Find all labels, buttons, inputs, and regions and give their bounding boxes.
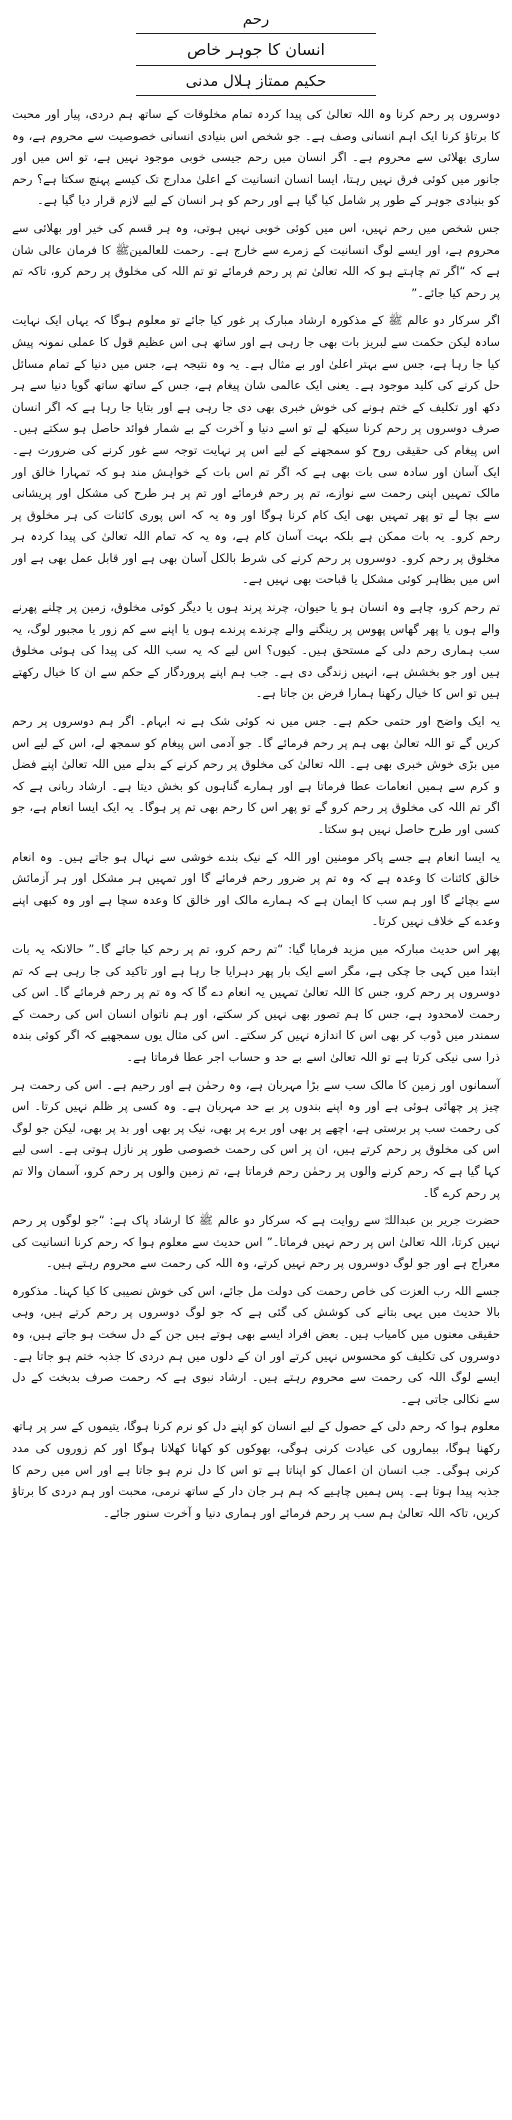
article-paragraph: آسمانوں اور زمین کا مالک سب سے بڑا مہربان ہے، وہ رحمٰن ہے اور رحیم ہے۔ اس کی رحمت ہر چیز پر چھائی ہوئی ہے اور وہ اپنے بندوں پر بے حد مہربان ہے۔ وہ کسی پر ظلم نہیں کرتا۔ اس کی رحمت سب پر برستی ہے، اچھے پر بھی اور برے پر بھی، نیک پر بھی اور بد پر بھی، لیکن جو لوگ اس کی مخلوق پر رحم کرتے ہیں، ان پر اس کی رحمت خصوصی طور پر نازل ہوتی ہے۔ اسی لیے کہا گیا ہے کہ رحم کرنے والوں پر رحمٰن رحم فرماتا ہے، تم زمین والوں پر رحم کرو، آسمان والا تم پر رحم کرے گا۔: [12, 1077, 500, 1200]
article-paragraph: دوسروں پر رحم کرنا وہ اللہ تعالیٰ کی پیدا کردہ تمام مخلوقات کے ساتھ ہم دردی، پیار اور محبت کا برتاؤ کرنا ایک اہم انسانی وصف ہے۔ جو شخص اس بنیادی انسانی خصوصیت سے محروم ہے، وہ ساری بھلائی سے محروم ہے۔ اگر انسان میں رحم جیسی خوبی موجود نہیں ہے، تو اس میں اور جانور میں کوئی فرق نہیں رہتا، ایسا انسان انسانیت کے اعلیٰ مدارج تک کیسے پہنچ سکتا ہے؟ رحم کو بنیادی جوہر کے طور پر شامل کیا گیا ہے اور رحم کو ہر انسان کے لیے لازم قرار دیا گیا ہے۔: [12, 107, 500, 208]
article-paragraph: حضرت جریر بن عبداللہؓ سے روایت ہے کہ سرکار دو عالم ﷺ کا ارشاد پاک ہے: “جو لوگوں پر رحم نہیں کرتا، اللہ تعالیٰ اس پر رحم نہیں فرماتا۔” اس حدیث سے معلوم ہوا کہ رحم کرنا انسانیت کی معراج ہے اور جو لوگ دوسروں پر رحم نہیں کرتے، وہ اللہ کی رحمت سے محروم رہتے ہیں۔: [12, 1213, 500, 1271]
article-body: [12, 104, 500, 1524]
article-paragraph: جس شخص میں رحم نہیں، اس میں کوئی خوبی نہیں ہوتی، وہ ہر قسم کی خیر اور بھلائی سے محروم ہے، اور ایسے لوگ انسانیت کے زمرے سے خارج ہے۔ رحمت للعالمینﷺ کا فرمان عالی شان ہے کہ “اگر تم چاہتے ہو کہ اللہ تعالیٰ تم پر رحم فرمائے تو تم اللہ کی مخلوق پر رحم کرو، تاکہ تم پر رحم کیا جائے۔”: [12, 220, 500, 300]
article-paragraph: یہ ایسا انعام ہے جسے پاکر مومنین اور اللہ کے نیک بندے خوشی سے نہال ہو جاتے ہیں۔ وہ انعام خالق کائنات کا وعدہ ہے کہ وہ تم پر ضرور رحم فرمائے گا اور تمہیں ہر مشکل اور ہر آزمائش سے بچائے گا اور ہم سب کا ایمان ہے کہ ہمارے مالک اور خالق کا وعدہ سچا ہے اور وہ کبھی اپنے وعدے کے خلاف نہیں کرتا۔: [12, 849, 500, 929]
article-paragraph: معلوم ہوا کہ رحم دلی کے حصول کے لیے انسان کو اپنے دل کو نرم کرنا ہوگا، یتیموں کے سر پر ہاتھ رکھنا ہوگا، بیماروں کی عیادت کرنی ہوگی، بھوکوں کو کھانا کھلانا ہوگا اور کم زوروں کی مدد کرنی ہوگی۔ جب انسان ان اعمال کو اپناتا ہے تو اس کا دل نرم ہو جاتا ہے اور اس میں رحم کا جذبہ پیدا ہوتا ہے۔ پس ہمیں چاہیے کہ ہم ہر جان دار کے ساتھ نرمی، محبت اور ہم دردی کا برتاؤ کریں، تاکہ اللہ تعالیٰ ہم سب پر رحم فرمائے اور ہماری دنیا و آخرت سنور جائے۔: [12, 1419, 500, 1520]
header-rule-top: [136, 33, 376, 34]
article-paragraph: اگر سرکار دو عالم ﷺ کے مذکورہ ارشاد مبارک پر غور کیا جائے تو معلوم ہوگا کہ یہاں ایک نہایت سادہ لیکن حکمت سے لبریز بات بھی جا رہی ہے اور ساتھ ہی اس عظیم قول کا عملی نمونہ پیش کیا جا رہا ہے، جس سے بہتر اعلیٰ اور بے مثال ہے۔ یہ وہ نتیجہ ہے، جس میں دنیا کے تمام مسائل حل کرنے کی کلید موجود ہے۔ یعنی ایک عالمی شان پیغام ہے، جس کے ساتھ ساتھ گویا دنیا سے ہر دکھ اور تکلیف کے ختم ہونے کی خوش خبری بھی دی جا رہی ہے اور بتایا جا رہا ہے کہ اگر انسان صرف دوسروں پر رحم کرنا سیکھ لے تو اسے دنیا و آخرت کے بے شمار فوائد حاصل ہو سکتے ہیں۔ اس پیغام کی حقیقی روح کو سمجھنے کے لیے اس پر نہایت توجہ سے غور کرنے کی ضرورت ہے۔ ایک آسان اور سادہ سی بات بھی ہے کہ اگر تم اس بات کے خواہش مند ہو کہ تمہارا خالق اور مالک تمہیں اپنی رحمت سے نوازے، تم پر رحم فرمائے اور تم پر ہر طرح کی مشکل اور پریشانی سے بچا لے تو پھر تمہیں بھی ایک کام کرنا ہوگا اور وہ یہ کہ اس پوری کائنات کی ہر مخلوق پر رحم کرو۔ یہ بات ممکن ہے بلکہ بہت آسان کام ہے، وہ یہ کہ تمام اللہ تعالیٰ کی پیدا کردہ ہر مخلوق پر رحم کرو۔ دوسروں پر رحم کرنے کی شرط بالکل آسان بھی ہے اور قابل عمل بھی ہے اور اس میں بظاہر کوئی مشکل یا قباحت بھی نہیں ہے۔: [12, 313, 500, 587]
header-rule-bottom: [136, 95, 376, 96]
article-paragraph: تم رحم کرو، چاہے وہ انسان ہو یا حیوان، چرند پرند ہوں یا دیگر کوئی مخلوق، زمین پر چلنے پھرنے والے ہوں یا پھر گھاس پھوس پر رینگنے والے چرندے پرندے ہوں یا اپنے سے کم زور یا مجبور لوگ، یہ سب ہماری رحم دلی کے مستحق ہیں۔ کیوں؟ اس لیے کہ یہ سب اللہ کی پیدا کی ہوئی مخلوق ہیں اور جو بخشش ہے، انہیں زندگی دی ہے۔ جب ہم اپنے پروردگار کے حکم سے ان کا خیال رکھتے ہیں تو اس کا خیال رکھنا ہمارا فرض بن جاتا ہے۔: [12, 600, 500, 701]
article-author: حکیم ممتاز ہلال مدنی: [185, 72, 327, 90]
article-paragraph: پھر اس حدیث مبارکہ میں مزید فرمایا گیا: “تم رحم کرو، تم پر رحم کیا جائے گا۔” حالانکہ یہ بات ابتدا میں کہی جا چکی ہے، مگر اسے ایک بار پھر دہرایا جا رہا ہے اور تاکید کی جا رہی ہے کہ تم دوسروں پر رحم کرو، جس کا اللہ تعالیٰ تمہیں یہ انعام دے گا کہ وہ تم پر رحم فرمائے گا۔ اس کی رحمت لامحدود ہے، جس کا ہم تصور بھی نہیں کر سکتے، اور ہم ناتواں انسان اس کی رحمت کے سمندر میں ڈوب کر بھی اس کا اندازہ نہیں کر سکتے۔ اس کی مثال یوں سمجھیے کہ اگر کوئی بندہ ذرا سی نیکی کرتا ہے تو اللہ تعالیٰ اسے بے حد و حساب اجر عطا فرماتا ہے۔: [12, 941, 500, 1064]
article-headline: انسان کا جوہر خاص: [186, 40, 325, 59]
article-paragraph: یہ ایک واضح اور حتمی حکم ہے۔ جس میں نہ کوئی شک ہے نہ ابہام۔ اگر ہم دوسروں پر رحم کریں گے تو اللہ تعالیٰ بھی ہم پر رحم فرمائے گا۔ جو آدمی اس پیغام کو سمجھ لے، اس کے لیے اس میں بڑی خوش خبری بھی ہے۔ اللہ تعالیٰ کی مخلوق پر رحم کرنے کے بدلے میں اللہ تعالیٰ اپنے فضل و کرم سے ہمیں انعامات عطا فرماتا ہے اور ہمارے گناہوں کو بخش دیتا ہے۔ ارشاد ربانی ہے کہ اگر تم اللہ کی مخلوق پر رحم کرو گے تو پھر اس کا رحم بھی تم پر ہوگا۔ یہ ایک ایسا انعام ہے، جو کسی اور طرح حاصل نہیں ہو سکتا۔: [12, 714, 500, 836]
article-paragraph: جسے اللہ رب العزت کی خاص رحمت کی دولت مل جائے، اس کی خوش نصیبی کا کیا کہنا۔ مذکورہ بالا حدیث میں یہی بتانے کی کوشش کی گئی ہے کہ جو لوگ دوسروں پر رحم کرتے ہیں، وہی حقیقی معنوں میں کامیاب ہیں۔ بعض افراد ایسے بھی ہوتے ہیں جن کے دل سخت ہو جاتے ہیں، وہ دوسروں کی تکلیف کو محسوس نہیں کرتے اور ان کے دلوں میں ہم دردی کا جذبہ ختم ہو جاتا ہے۔ ایسے لوگ اللہ کی رحمت سے محروم رہتے ہیں۔ ارشاد نبوی ہے کہ رحمت صرف بدبخت کے دل سے نکالی جاتی ہے۔: [11, 1283, 500, 1406]
header-rule-middle: [136, 65, 376, 66]
article-header: [12, 8, 500, 96]
article-kicker: رحم: [242, 10, 270, 28]
